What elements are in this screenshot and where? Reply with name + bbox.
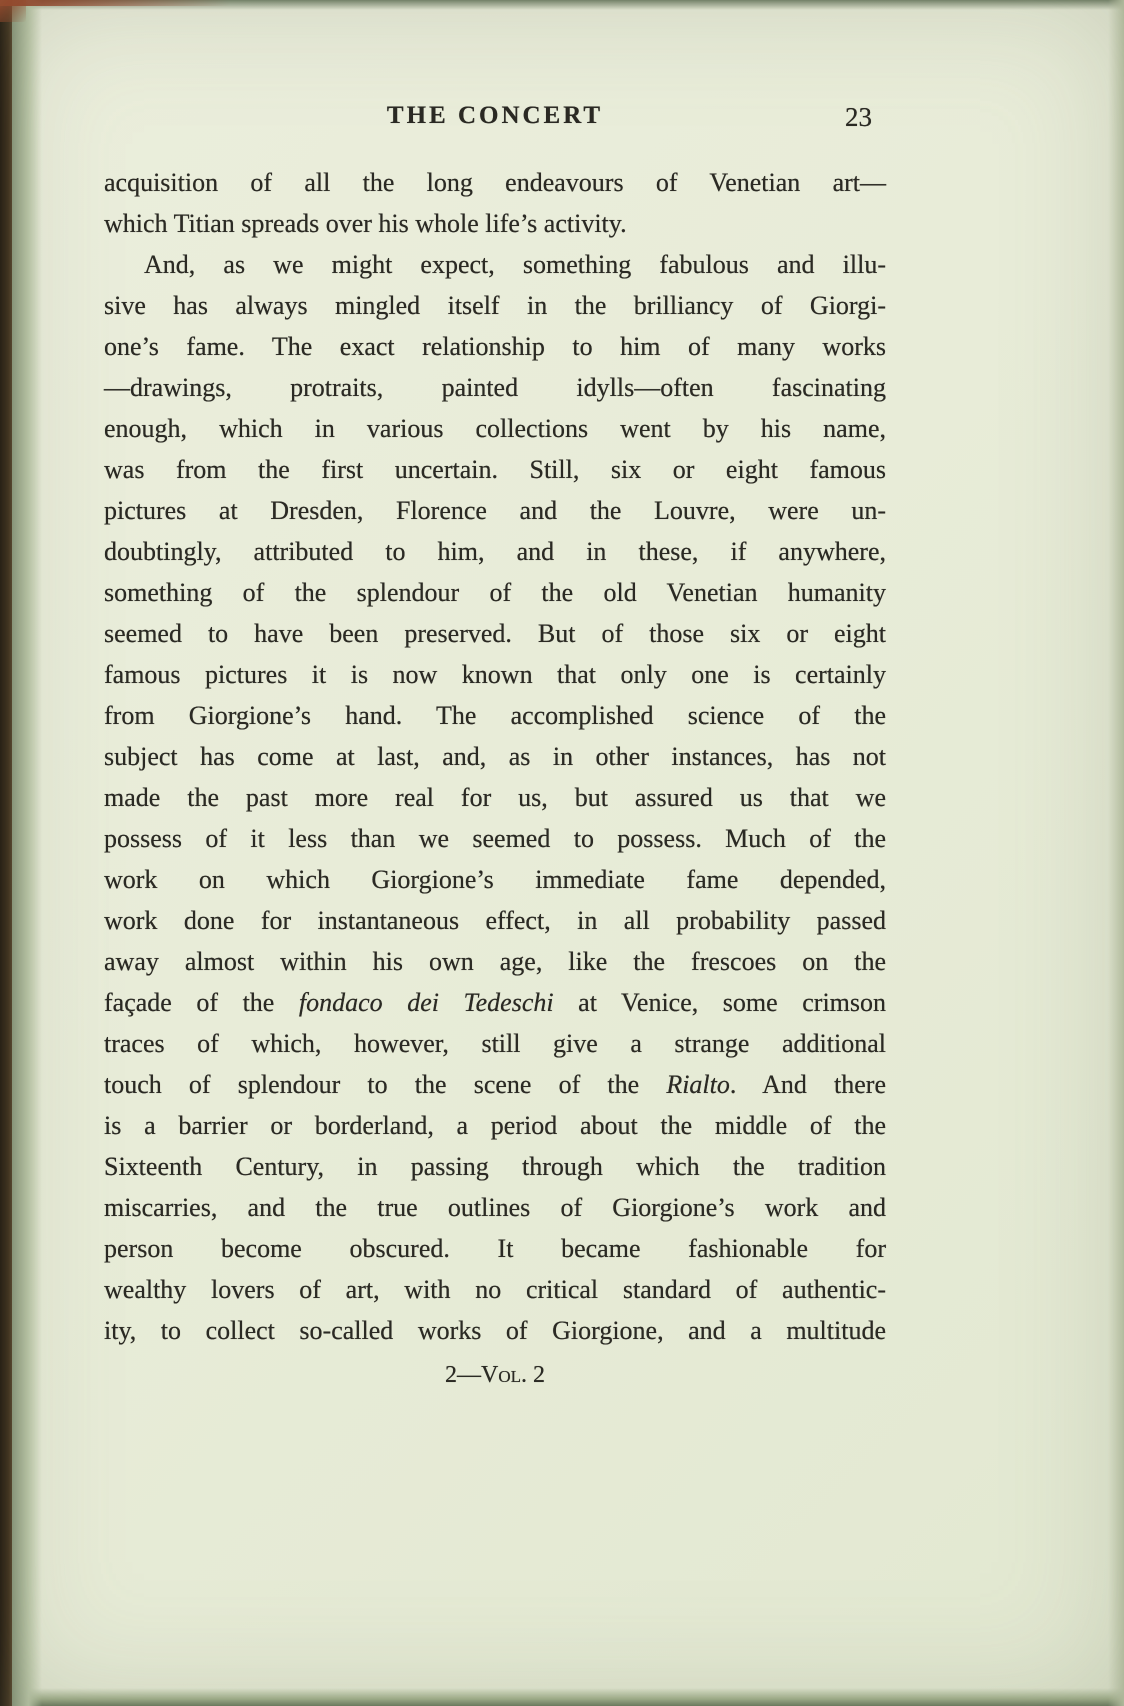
text-line [104, 941, 886, 982]
text-line [104, 982, 886, 1023]
italic-text: fondaco dei Tedeschi [298, 988, 554, 1017]
text-line [104, 203, 886, 244]
text-segment: touch of splendour to the scene of the [104, 1070, 667, 1099]
text-line [104, 572, 886, 613]
text-line [104, 736, 886, 777]
page-number: 23 [845, 102, 872, 132]
body-text [104, 162, 886, 1351]
text-segment: . And there [729, 1070, 886, 1099]
text-segment: pictures at Dresden, Florence and the Louvre, were un- [104, 496, 886, 525]
page-left-edge [12, 0, 42, 1706]
text-segment: —drawings, protraits, painted idylls—often fascinating [104, 373, 886, 402]
text-segment: person become obscured. It became fashionable for [104, 1234, 886, 1263]
text-segment: which Titian spreads over his whole life’s activity. [104, 209, 627, 238]
text-segment: famous pictures it is now known that only one is certainly [104, 660, 886, 689]
text-line [104, 695, 886, 736]
text-segment: seemed to have been preserved. But of those six or eight [104, 619, 886, 648]
text-line [104, 408, 886, 449]
text-line [104, 1105, 886, 1146]
text-segment: subject has come at last, and, as in other instances, has not [104, 742, 886, 771]
text-segment: at Venice, some crimson [553, 988, 887, 1017]
text-line [104, 367, 886, 408]
text-line [104, 1023, 886, 1064]
book-binding [0, 0, 12, 1706]
text-line [104, 162, 886, 203]
text-segment: is a barrier or borderland, a period about the middle of the [104, 1111, 886, 1140]
text-segment: work done for instantaneous effect, in all probability passed [104, 906, 886, 935]
text-line [104, 531, 886, 572]
text-segment: something of the splendour of the old Venetian humanity [104, 578, 886, 607]
red-corner-mark [0, 0, 26, 22]
text-line [104, 449, 886, 490]
text-line [104, 490, 886, 531]
page-footer [104, 1362, 886, 1389]
text-line [104, 777, 886, 818]
text-line [104, 859, 886, 900]
red-ink-streak [0, 0, 230, 6]
text-line [104, 613, 886, 654]
page-right-edge [1108, 0, 1124, 1706]
text-segment: one’s fame. The exact relationship to him of many works [104, 332, 886, 361]
text-line [104, 326, 886, 367]
text-line [104, 818, 886, 859]
volume-signature: 2—Vol. 2 [445, 1362, 545, 1388]
text-line [104, 1310, 886, 1351]
text-segment: from Giorgione’s hand. The accomplished science of the [104, 701, 886, 730]
text-segment: miscarries, and the true outlines of Giorgione’s work and [104, 1193, 886, 1222]
text-segment: doubtingly, attributed to him, and in these, if anywhere, [104, 537, 886, 566]
text-line [104, 244, 886, 285]
chapter-title: THE CONCERT [386, 102, 604, 129]
italic-text: Rialto [666, 1070, 730, 1099]
text-segment: enough, which in various collections went by his name, [104, 414, 886, 443]
text-segment: work on which Giorgione’s immediate fame depended, [104, 865, 886, 894]
running-header [104, 102, 886, 138]
text-line [104, 1187, 886, 1228]
text-segment: façade of the [104, 988, 299, 1017]
text-line [104, 285, 886, 326]
text-segment: made the past more real for us, but assured us that we [104, 783, 886, 812]
text-segment: And, as we might expect, something fabulous and illu- [144, 250, 886, 279]
page-bottom-edge [0, 1688, 1124, 1706]
text-segment: sive has always mingled itself in the brilliancy of Giorgi- [104, 291, 886, 320]
text-segment: wealthy lovers of art, with no critical standard of authentic- [104, 1275, 886, 1304]
text-line [104, 1146, 886, 1187]
text-segment: away almost within his own age, like the frescoes on the [104, 947, 886, 976]
text-line [104, 1064, 886, 1105]
text-segment: possess of it less than we seemed to possess. Much of the [104, 824, 886, 853]
text-line [104, 654, 886, 695]
text-segment: was from the first uncertain. Still, six or eight famous [104, 455, 886, 484]
text-segment: acquisition of all the long endeavours of Venetian art— [104, 168, 886, 197]
text-segment: ity, to collect so-called works of Giorgione, and a multitude [104, 1316, 886, 1345]
text-line [104, 900, 886, 941]
text-line [104, 1228, 886, 1269]
text-segment: traces of which, however, still give a strange additional [104, 1029, 886, 1058]
text-line [104, 1269, 886, 1310]
text-segment: Sixteenth Century, in passing through which the tradition [104, 1152, 886, 1181]
